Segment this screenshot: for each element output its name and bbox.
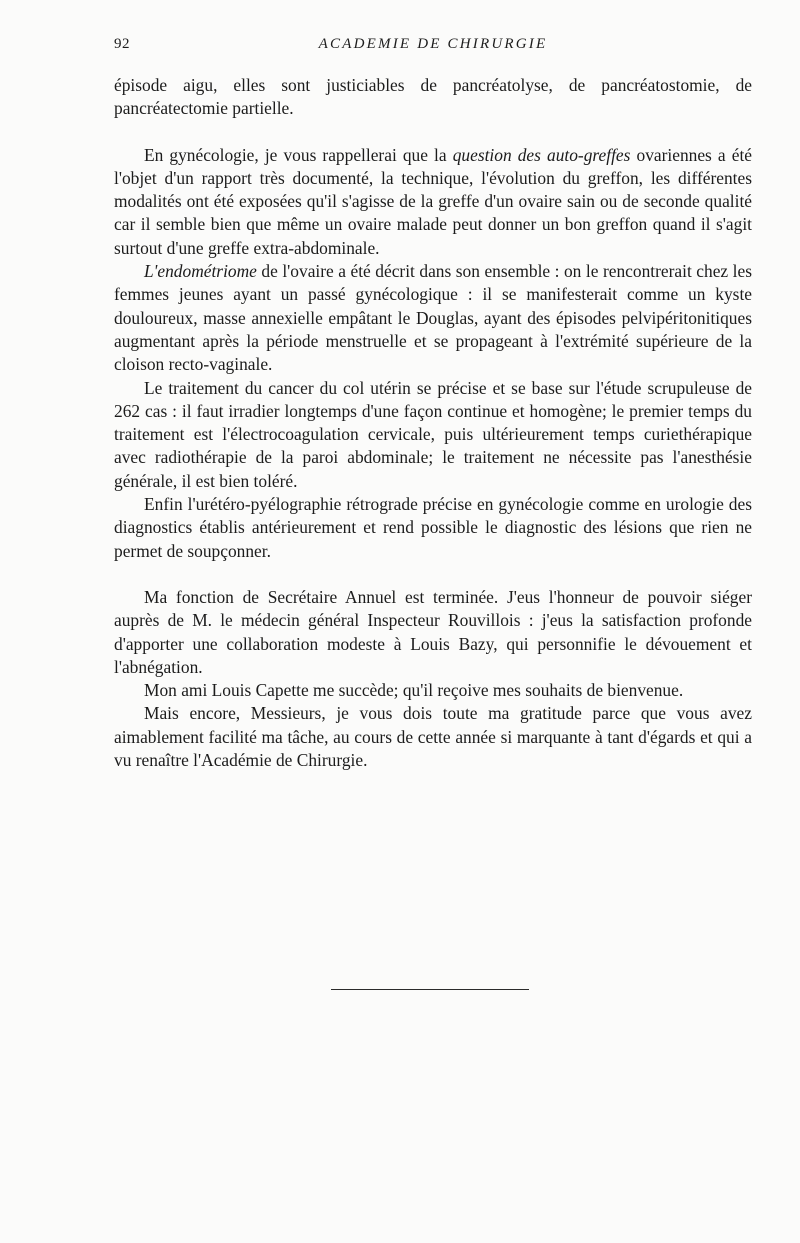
emphasis-auto-grafts: question des auto-greffes: [452, 144, 631, 165]
running-title: ACADEMIE DE CHIRURGIE: [318, 36, 548, 52]
paragraph-text-rest: ovariennes a été l'objet d'un rapport très documenté, la technique, l'évolution du greffon, les différentes modalités ont été exposées qu'il s'agisse de la greffe d'un ovaire sain ou de seconde qualité car il semble bien que même un ovaire malade peut donner un bon greffon quand il s'agit surtout d'une greffe extra-abdominale.: [114, 144, 752, 258]
paragraph-gratitude: Mais encore, Messieurs, je vous dois toute ma gratitude parce que vous avez aimablement facilité ma tâche, au cours de cette année si marquante à tant d'égards et qui a vu renaître l'Académie de Chirurgie.: [114, 703, 752, 771]
paragraph-text-lead: En gynécologie, je vous rappellerai que la: [144, 144, 453, 165]
paragraph-pancreas-treatment: épisode aigu, elles sont justiciables de pancréatolyse, de pancréatostomie, de pancréatectomie partielle.: [114, 75, 752, 119]
page-header: [114, 36, 752, 58]
paragraph-secretary-function: Ma fonction de Secrétaire Annuel est terminée. J'eus l'honneur de pouvoir siéger auprès de M. le médecin général Inspecteur Rouvillois : j'eus la satisfaction profonde d'apporter une collaboration modeste à Louis Bazy, qui personnifie le dévouement et l'abnégation.: [114, 586, 752, 677]
closing-rule: [331, 989, 529, 990]
emphasis-endometrioma: L'endométriome: [144, 261, 257, 282]
paragraph-auto-grafts: [114, 144, 752, 260]
paragraph-successor: Mon ami Louis Capette me succède; qu'il reçoive mes souhaits de bienvenue.: [144, 680, 684, 701]
paragraph-endometrioma: [114, 260, 752, 376]
paragraph-text-rest: de l'ovaire a été décrit dans son ensemble : on le rencontrerait chez les femmes jeunes ayant un passé gynécologique : il se manifesterait comme un kyste douloureux, masse annexielle empâtant le Douglas, ayant des épisodes pelvipéritonitiques augmentant après la période menstruelle et se propageant à l'extrémité supérieure de la cloison recto-vaginale.: [114, 261, 752, 375]
body-text: [114, 74, 752, 772]
page-number: 92: [114, 36, 130, 52]
paragraph-urography: Enfin l'urétéro-pyélographie rétrograde précise en gynécologie comme en urologie des diagnostics établis antérieurement et rend possible le diagnostic des lésions que rien ne permet de soupçonner.: [114, 494, 752, 561]
paragraph-cervical-cancer: Le traitement du cancer du col utérin se précise et se base sur l'étude scrupuleuse de 262 cas : il faut irradier longtemps d'une façon continue et homogène; le premier temps du traitement est l'électrocoagulation cervicale, puis ultérieurement temps curiethérapique avec radiothérapie de la paroi abdominale; le traitement ne nécessite pas l'anesthésie générale, il est bien toléré.: [114, 377, 752, 491]
